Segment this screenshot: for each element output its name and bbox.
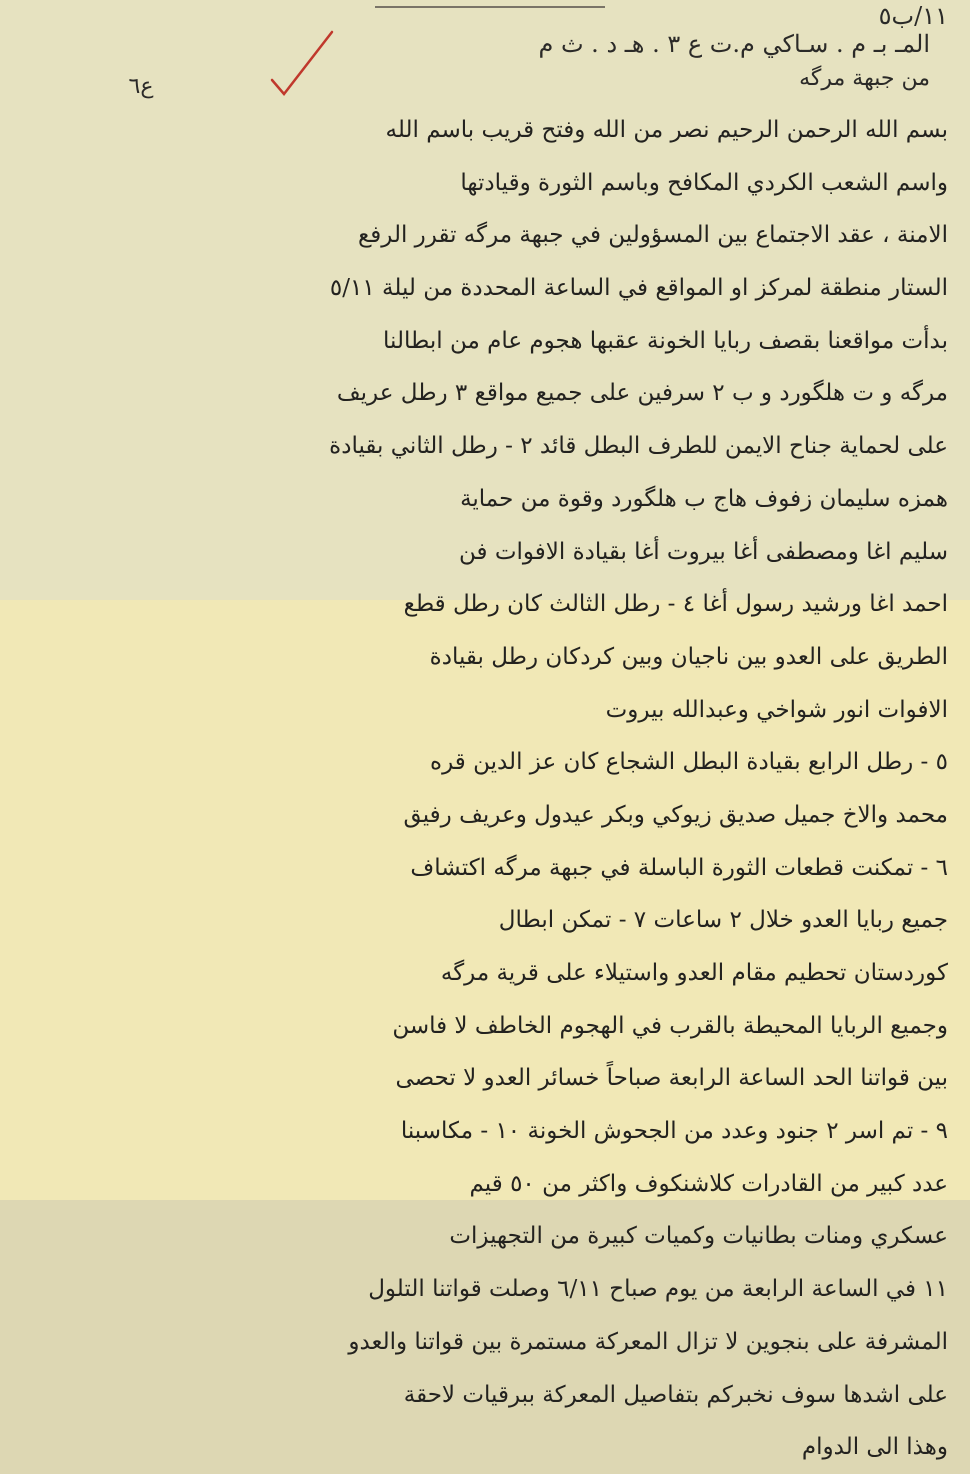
document-sender: من جبهة مرگه: [799, 66, 930, 91]
document-number: ١١/ب٥: [878, 2, 948, 30]
text-line: ١١ في الساعة الرابعة من يوم صباح ٦/١١ وصلت قواتنا التلول: [368, 1276, 948, 1303]
text-line: همزه سليمان زفوف هاج ب هلگورد وقوة من حماية: [460, 485, 948, 512]
text-line: وهذا الى الدوام: [801, 1434, 948, 1461]
text-line: بدأت مواقعنا بقصف ربايا الخونة عقبها هجوم عام من ابطالنا: [383, 327, 948, 354]
text-line: عسكري ومنات بطانيات وكميات كبيرة من التجهيزات: [449, 1223, 948, 1250]
text-line: عدد كبير من القادرات كلاشنكوف واكثر من ٥٠ قيم: [469, 1170, 948, 1197]
text-line: واسم الشعب الكردي المكافح وباسم الثورة وقيادتها: [460, 169, 948, 196]
text-line: الامنة ، عقد الاجتماع بين المسؤولين في جبهة مرگه تقرر الرفع: [358, 222, 948, 249]
text-line: سليم اغا ومصطفى أغا بيروت أغا بقيادة الافوات فن: [459, 538, 948, 565]
text-line: بسم الله الرحمن الرحيم نصر من الله وفتح قريب باسم الله: [385, 117, 948, 143]
text-line: على لحماية جناح الايمن للطرف البطل قائد ٢ - رطل الثاني بقيادة: [329, 433, 948, 460]
text-line: جميع ربايا العدو خلال ٢ ساعات ٧ - تمكن ابطال: [498, 907, 948, 934]
text-line: الستار منطقة لمركز او المواقع في الساعة المحددة من ليلة ٥/١١: [329, 275, 948, 302]
text-line: محمد والاخ جميل صديق زيوكي وبكر عيدول وعريف رفيق: [403, 801, 948, 828]
text-line: الطريق على العدو بين ناجيان وبين كردكان رطل بقيادة: [429, 643, 948, 670]
text-line: ٦ - تمكنت قطعات الثورة الباسلة في جبهة مرگه اكتشاف: [410, 854, 948, 881]
handwritten-body: [18, 104, 948, 1474]
text-line: وجميع الربايا المحيطة بالقرب في الهجوم الخاطف لا فاسن: [392, 1012, 948, 1039]
text-line: على اشدها سوف نخبركم بتفاصيل المعركة ببرقيات لاحقة: [403, 1381, 948, 1408]
document-ref-mark: ع٦: [128, 74, 154, 99]
text-line: كوردستان تحطيم مقام العدو واستيلاء على قرية مرگه: [440, 960, 948, 986]
text-line: المشرفة على بنجوين لا تزال المعركة مستمرة بين قواتنا والعدو: [348, 1328, 948, 1355]
text-line: بين قواتنا الحد الساعة الرابعة صباحاً خسائر العدو لا تحصى: [395, 1065, 948, 1092]
top-rule-line: [375, 6, 605, 8]
text-line: احمد اغا ورشيد رسول أغا ٤ - رطل الثالث كان رطل قطع: [403, 591, 948, 618]
text-line: الافوات انور شواخي وعبدالله بيروت: [605, 696, 948, 723]
text-line: ٩ - تم اسر ٢ جنود وعدد من الجحوش الخونة ١٠ - مكاسبنا: [400, 1118, 948, 1145]
document-heading: المـ بـ م . سـاكي م.ت ع ٣ . هـ د . ث م: [538, 30, 930, 58]
text-line: مرگه و ت هلگورد و ب ٢ سرفين على جميع مواقع ٣ رطل عريف: [336, 380, 948, 407]
text-line: ٥ - رطل الرابع بقيادة البطل الشجاع كان عز الدين قره: [430, 749, 948, 776]
